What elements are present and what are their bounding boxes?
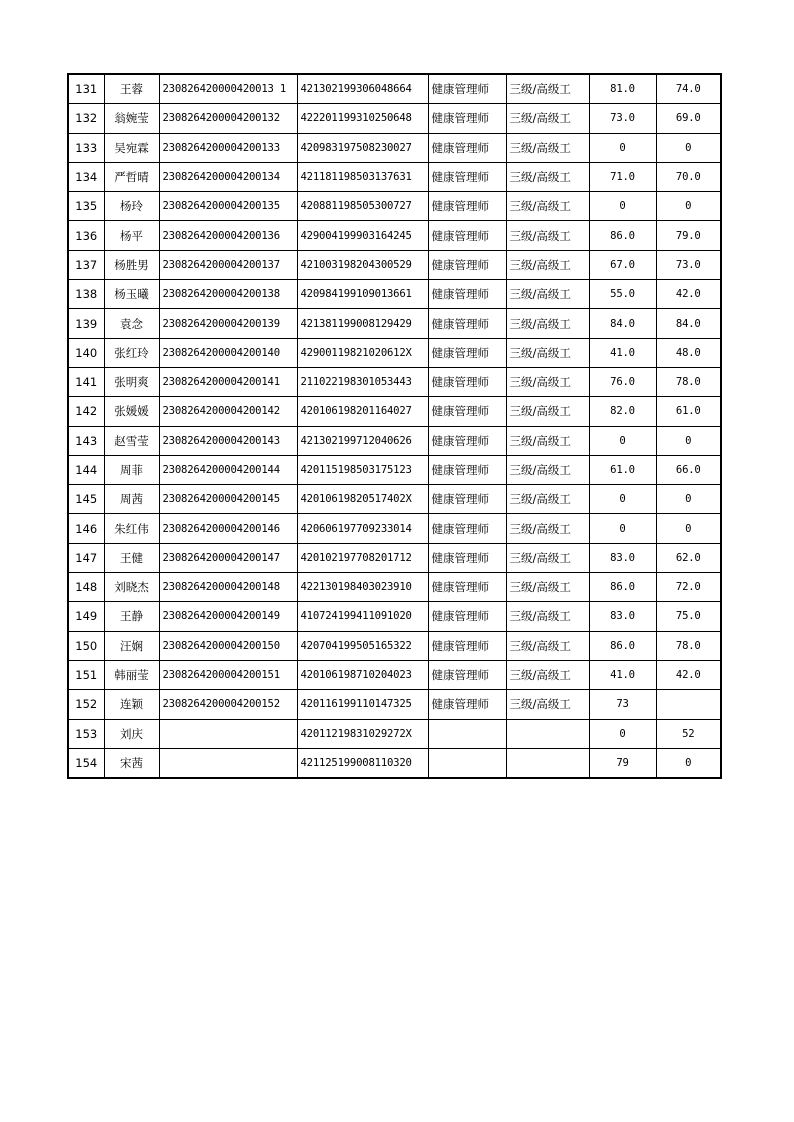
theory-score-cell: 79 — [589, 748, 656, 778]
certificate-number-cell: 2308264200004200135 — [159, 192, 297, 221]
id-number-cell: 42010619820517402X — [297, 485, 428, 514]
row-number: 138 — [68, 280, 104, 309]
row-number: 146 — [68, 514, 104, 543]
table-row — [68, 133, 721, 162]
occupation-cell: 健康管理师 — [428, 514, 506, 543]
certificate-number-cell: 2308264200004200149 — [159, 602, 297, 631]
row-number: 135 — [68, 192, 104, 221]
theory-score-cell: 73 — [589, 690, 656, 719]
level-cell: 三级/高级工 — [506, 192, 589, 221]
row-number: 140 — [68, 338, 104, 367]
row-number: 133 — [68, 133, 104, 162]
practical-score-cell: 84.0 — [656, 309, 721, 338]
theory-score-cell: 41.0 — [589, 338, 656, 367]
table-row — [68, 602, 721, 631]
theory-score-cell: 61.0 — [589, 455, 656, 484]
table-row — [68, 367, 721, 396]
row-number: 136 — [68, 221, 104, 250]
id-number-cell: 421125199008110320 — [297, 748, 428, 778]
practical-score-cell: 42.0 — [656, 660, 721, 689]
name-cell: 杨胜男 — [104, 250, 159, 279]
certificate-number-cell: 2308264200004200141 — [159, 367, 297, 396]
occupation-cell: 健康管理师 — [428, 660, 506, 689]
practical-score-cell: 62.0 — [656, 543, 721, 572]
level-cell: 三级/高级工 — [506, 660, 589, 689]
id-number-cell: 420881198505300727 — [297, 192, 428, 221]
row-number: 151 — [68, 660, 104, 689]
table-row — [68, 514, 721, 543]
occupation-cell: 健康管理师 — [428, 690, 506, 719]
theory-score-cell: 84.0 — [589, 309, 656, 338]
level-cell: 三级/高级工 — [506, 309, 589, 338]
table-row — [68, 162, 721, 191]
certificate-number-cell: 2308264200004200143 — [159, 426, 297, 455]
table-row — [68, 485, 721, 514]
row-number: 149 — [68, 602, 104, 631]
certificate-number-cell: 2308264200004200132 — [159, 104, 297, 133]
id-number-cell: 429004199903164245 — [297, 221, 428, 250]
row-number: 132 — [68, 104, 104, 133]
theory-score-cell: 83.0 — [589, 543, 656, 572]
occupation-cell: 健康管理师 — [428, 367, 506, 396]
level-cell: 三级/高级工 — [506, 104, 589, 133]
name-cell: 吴宛霖 — [104, 133, 159, 162]
id-number-cell: 421381199008129429 — [297, 309, 428, 338]
level-cell: 三级/高级工 — [506, 455, 589, 484]
practical-score-cell: 72.0 — [656, 573, 721, 602]
certificate-number-cell: 2308264200004200142 — [159, 397, 297, 426]
id-number-cell: 420106198710204023 — [297, 660, 428, 689]
table-row — [68, 426, 721, 455]
table-row — [68, 104, 721, 133]
table-row — [68, 221, 721, 250]
certificate-number-cell — [159, 748, 297, 778]
row-number: 137 — [68, 250, 104, 279]
theory-score-cell: 0 — [589, 426, 656, 455]
certificate-number-cell: 2308264200004200137 — [159, 250, 297, 279]
name-cell: 赵雪莹 — [104, 426, 159, 455]
table-row — [68, 338, 721, 367]
occupation-cell: 健康管理师 — [428, 397, 506, 426]
practical-score-cell: 52 — [656, 719, 721, 748]
level-cell: 三级/高级工 — [506, 338, 589, 367]
id-number-cell: 420606197709233014 — [297, 514, 428, 543]
id-number-cell: 420704199505165322 — [297, 631, 428, 660]
id-number-cell: 420983197508230027 — [297, 133, 428, 162]
practical-score-cell: 69.0 — [656, 104, 721, 133]
table-row — [68, 280, 721, 309]
practical-score-cell: 78.0 — [656, 367, 721, 396]
id-number-cell: 42900119821020612X — [297, 338, 428, 367]
theory-score-cell: 0 — [589, 133, 656, 162]
row-number: 144 — [68, 455, 104, 484]
practical-score-cell: 42.0 — [656, 280, 721, 309]
practical-score-cell: 73.0 — [656, 250, 721, 279]
certificate-number-cell: 2308264200004200145 — [159, 485, 297, 514]
practical-score-cell: 66.0 — [656, 455, 721, 484]
row-number: 134 — [68, 162, 104, 191]
id-number-cell: 421003198204300529 — [297, 250, 428, 279]
occupation-cell: 健康管理师 — [428, 192, 506, 221]
table-row — [68, 748, 721, 778]
level-cell: 三级/高级工 — [506, 397, 589, 426]
level-cell — [506, 748, 589, 778]
id-number-cell: 420106198201164027 — [297, 397, 428, 426]
id-number-cell: 42011219831029272X — [297, 719, 428, 748]
level-cell: 三级/高级工 — [506, 162, 589, 191]
theory-score-cell: 55.0 — [589, 280, 656, 309]
practical-score-cell: 0 — [656, 485, 721, 514]
occupation-cell: 健康管理师 — [428, 74, 506, 104]
occupation-cell — [428, 748, 506, 778]
level-cell: 三级/高级工 — [506, 250, 589, 279]
id-number-cell: 420115198503175123 — [297, 455, 428, 484]
level-cell: 三级/高级工 — [506, 573, 589, 602]
occupation-cell: 健康管理师 — [428, 338, 506, 367]
level-cell: 三级/高级工 — [506, 631, 589, 660]
id-number-cell: 421302199306048664 — [297, 74, 428, 104]
name-cell: 刘晓杰 — [104, 573, 159, 602]
practical-score-cell: 0 — [656, 748, 721, 778]
level-cell: 三级/高级工 — [506, 426, 589, 455]
occupation-cell: 健康管理师 — [428, 280, 506, 309]
name-cell: 汪娴 — [104, 631, 159, 660]
certificate-number-cell: 2308264200004200144 — [159, 455, 297, 484]
name-cell: 杨玉曦 — [104, 280, 159, 309]
name-cell: 韩丽莹 — [104, 660, 159, 689]
table-row — [68, 690, 721, 719]
id-number-cell: 410724199411091020 — [297, 602, 428, 631]
certificate-number-cell: 2308264200004200136 — [159, 221, 297, 250]
practical-score-cell: 75.0 — [656, 602, 721, 631]
level-cell: 三级/高级工 — [506, 221, 589, 250]
exam-results-table — [67, 73, 722, 779]
level-cell: 三级/高级工 — [506, 133, 589, 162]
certificate-number-cell: 2308264200004200146 — [159, 514, 297, 543]
name-cell: 刘庆 — [104, 719, 159, 748]
name-cell: 王健 — [104, 543, 159, 572]
id-number-cell: 421302199712040626 — [297, 426, 428, 455]
name-cell: 周菲 — [104, 455, 159, 484]
level-cell: 三级/高级工 — [506, 514, 589, 543]
occupation-cell: 健康管理师 — [428, 221, 506, 250]
practical-score-cell: 74.0 — [656, 74, 721, 104]
row-number: 139 — [68, 309, 104, 338]
table-row — [68, 573, 721, 602]
table-row — [68, 250, 721, 279]
practical-score-cell: 0 — [656, 426, 721, 455]
occupation-cell: 健康管理师 — [428, 602, 506, 631]
level-cell: 三级/高级工 — [506, 485, 589, 514]
row-number: 153 — [68, 719, 104, 748]
name-cell: 连颖 — [104, 690, 159, 719]
theory-score-cell: 0 — [589, 485, 656, 514]
theory-score-cell: 0 — [589, 719, 656, 748]
level-cell: 三级/高级工 — [506, 74, 589, 104]
certificate-number-cell — [159, 719, 297, 748]
id-number-cell: 211022198301053443 — [297, 367, 428, 396]
theory-score-cell: 41.0 — [589, 660, 656, 689]
certificate-number-cell: 2308264200004200150 — [159, 631, 297, 660]
theory-score-cell: 83.0 — [589, 602, 656, 631]
table-row — [68, 631, 721, 660]
certificate-number-cell: 2308264200004200152 — [159, 690, 297, 719]
row-number: 152 — [68, 690, 104, 719]
certificate-number-cell: 2308264200004200151 — [159, 660, 297, 689]
theory-score-cell: 73.0 — [589, 104, 656, 133]
occupation-cell: 健康管理师 — [428, 573, 506, 602]
id-number-cell: 422130198403023910 — [297, 573, 428, 602]
practical-score-cell: 70.0 — [656, 162, 721, 191]
practical-score-cell: 48.0 — [656, 338, 721, 367]
row-number: 147 — [68, 543, 104, 572]
certificate-number-cell: 2308264200004200138 — [159, 280, 297, 309]
certificate-number-cell: 2308264200004200139 — [159, 309, 297, 338]
theory-score-cell: 67.0 — [589, 250, 656, 279]
table-row — [68, 719, 721, 748]
row-number: 143 — [68, 426, 104, 455]
theory-score-cell: 82.0 — [589, 397, 656, 426]
theory-score-cell: 81.0 — [589, 74, 656, 104]
certificate-number-cell: 2308264200004200148 — [159, 573, 297, 602]
practical-score-cell: 79.0 — [656, 221, 721, 250]
occupation-cell: 健康管理师 — [428, 104, 506, 133]
row-number: 142 — [68, 397, 104, 426]
name-cell: 张明爽 — [104, 367, 159, 396]
id-number-cell: 421181198503137631 — [297, 162, 428, 191]
name-cell: 翁婉莹 — [104, 104, 159, 133]
row-number: 145 — [68, 485, 104, 514]
theory-score-cell: 76.0 — [589, 367, 656, 396]
name-cell: 张红玲 — [104, 338, 159, 367]
occupation-cell: 健康管理师 — [428, 426, 506, 455]
name-cell: 张媛媛 — [104, 397, 159, 426]
theory-score-cell: 71.0 — [589, 162, 656, 191]
practical-score-cell: 0 — [656, 192, 721, 221]
id-number-cell: 420116199110147325 — [297, 690, 428, 719]
name-cell: 周茜 — [104, 485, 159, 514]
occupation-cell: 健康管理师 — [428, 250, 506, 279]
name-cell: 朱红伟 — [104, 514, 159, 543]
practical-score-cell: 78.0 — [656, 631, 721, 660]
theory-score-cell: 86.0 — [589, 631, 656, 660]
name-cell: 杨玲 — [104, 192, 159, 221]
table-row — [68, 660, 721, 689]
occupation-cell: 健康管理师 — [428, 133, 506, 162]
occupation-cell: 健康管理师 — [428, 485, 506, 514]
table-row — [68, 543, 721, 572]
id-number-cell: 422201199310250648 — [297, 104, 428, 133]
table-row — [68, 74, 721, 104]
id-number-cell: 420102197708201712 — [297, 543, 428, 572]
row-number: 148 — [68, 573, 104, 602]
table-row — [68, 309, 721, 338]
level-cell: 三级/高级工 — [506, 280, 589, 309]
theory-score-cell: 0 — [589, 192, 656, 221]
row-number: 131 — [68, 74, 104, 104]
table-row — [68, 192, 721, 221]
certificate-number-cell: 2308264200004200134 — [159, 162, 297, 191]
level-cell: 三级/高级工 — [506, 367, 589, 396]
name-cell: 王蓉 — [104, 74, 159, 104]
certificate-number-cell: 2308264200004200133 — [159, 133, 297, 162]
name-cell: 杨平 — [104, 221, 159, 250]
theory-score-cell: 86.0 — [589, 221, 656, 250]
level-cell — [506, 719, 589, 748]
theory-score-cell: 0 — [589, 514, 656, 543]
practical-score-cell — [656, 690, 721, 719]
theory-score-cell: 86.0 — [589, 573, 656, 602]
row-number: 150 — [68, 631, 104, 660]
name-cell: 严哲晴 — [104, 162, 159, 191]
practical-score-cell: 0 — [656, 514, 721, 543]
level-cell: 三级/高级工 — [506, 602, 589, 631]
practical-score-cell: 0 — [656, 133, 721, 162]
name-cell: 宋茜 — [104, 748, 159, 778]
row-number: 154 — [68, 748, 104, 778]
level-cell: 三级/高级工 — [506, 543, 589, 572]
name-cell: 王静 — [104, 602, 159, 631]
certificate-number-cell: 2308264200004200140 — [159, 338, 297, 367]
id-number-cell: 420984199109013661 — [297, 280, 428, 309]
table-row — [68, 397, 721, 426]
occupation-cell: 健康管理师 — [428, 162, 506, 191]
name-cell: 袁念 — [104, 309, 159, 338]
level-cell: 三级/高级工 — [506, 690, 589, 719]
certificate-number-cell: 2308264200004200147 — [159, 543, 297, 572]
row-number: 141 — [68, 367, 104, 396]
practical-score-cell: 61.0 — [656, 397, 721, 426]
occupation-cell: 健康管理师 — [428, 309, 506, 338]
occupation-cell: 健康管理师 — [428, 455, 506, 484]
occupation-cell: 健康管理师 — [428, 543, 506, 572]
occupation-cell: 健康管理师 — [428, 631, 506, 660]
certificate-number-cell: 230826420000420013 1 — [159, 74, 297, 104]
occupation-cell — [428, 719, 506, 748]
table-row — [68, 455, 721, 484]
